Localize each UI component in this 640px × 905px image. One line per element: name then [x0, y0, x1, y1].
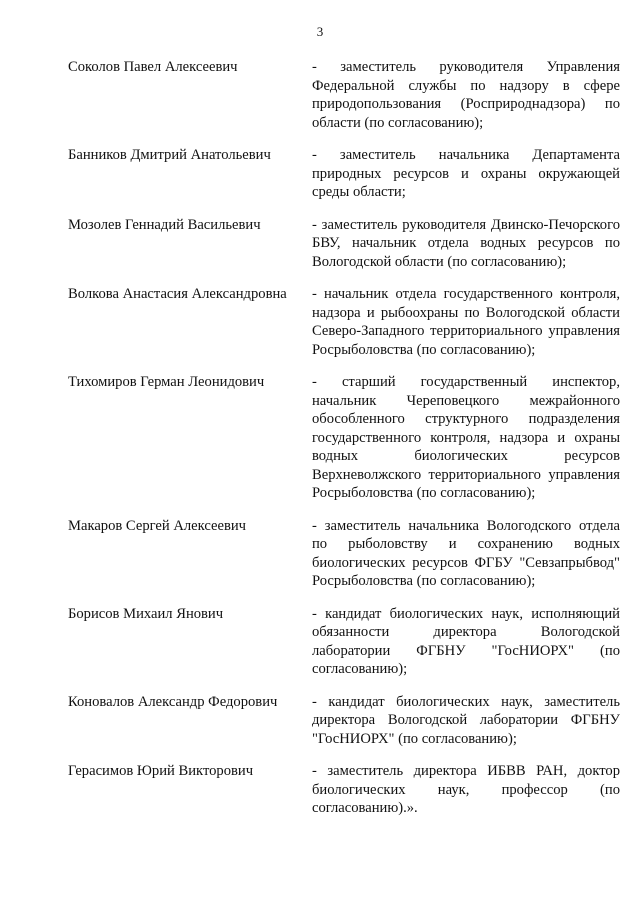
member-position: - заместитель руководителя Двинско-Печорского БВУ, начальник отдела водных ресурсов по Вологодской области (по согласованию); [312, 216, 620, 270]
member-name: Макаров Сергей Алексеевич [68, 517, 247, 534]
member-position: - заместитель руководителя Управления Федеральной службы по надзору в сфере природопользования (Росприроднадзора) по области (по согласованию); [312, 59, 620, 131]
list-item [68, 605, 620, 679]
list-item [68, 285, 620, 359]
member-name: Волкова Анастасия Александровна [68, 286, 287, 302]
member-name: Соколов Павел Алексеевич [68, 59, 238, 75]
committee-member-list [68, 58, 620, 832]
list-item [68, 373, 620, 503]
page-number: 3 [316, 24, 324, 39]
member-position: - кандидат биологических наук, заместитель директора Вологодской лаборатории ФГБНУ "ГосНИОРХ" (по согласованию); [312, 693, 620, 747]
list-item [68, 58, 620, 132]
member-name: Тихомиров Герман Леонидович [68, 374, 265, 390]
list-item [68, 216, 620, 272]
member-position: - старший государственный инспектор, начальник Череповецкого межрайонного обособленного структурного подразделения государственного контроля, надзора и охраны водных биологических ресурсов Верхневолжского территориального управления Росрыболовства (по согласованию); [312, 374, 620, 501]
member-position: - заместитель начальника Департамента природных ресурсов и охраны окружающей среды области; [312, 147, 620, 200]
member-position: - начальник отдела государственного контроля, надзора и рыбоохраны по Вологодской области Северо-Западного территориального управления Росрыболовства (по согласованию); [312, 286, 620, 358]
member-position: - заместитель начальника Вологодского отдела по рыболовству и сохранению водных биологических ресурсов ФГБУ "Севзапрыбвод" Росрыболовства (по согласованию); [312, 517, 620, 589]
member-position: - заместитель директора ИБВВ РАН, доктор биологических наук, профессор (по согласованию).». [312, 763, 620, 816]
list-item [68, 693, 620, 749]
member-name: Банников Дмитрий Анатольевич [68, 147, 271, 163]
member-name: Герасимов Юрий Викторович [68, 763, 254, 779]
list-item [68, 517, 620, 591]
list-item [68, 146, 620, 202]
list-item [68, 762, 620, 818]
member-name: Борисов Михаил Янович [68, 605, 224, 622]
member-position: - кандидат биологических наук, исполняющий обязанности директора Вологодской лаборатории ФГБНУ "ГосНИОРХ" (по согласованию); [312, 605, 620, 677]
member-name: Коновалов Александр Федорович [68, 693, 278, 710]
member-name: Мозолев Геннадий Васильевич [68, 216, 261, 233]
